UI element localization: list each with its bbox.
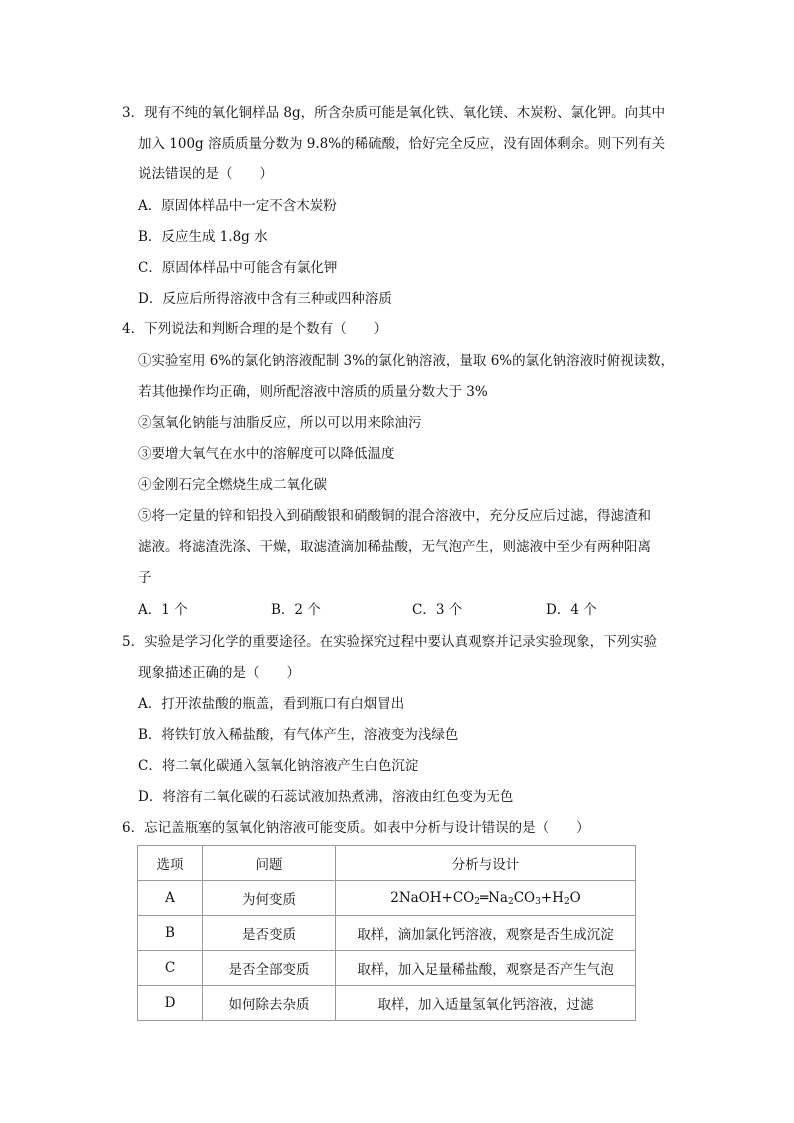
row-option: C xyxy=(138,951,203,986)
table-row xyxy=(138,951,636,986)
q5-stem-line-2: 现象描述正确的是（ ） xyxy=(138,665,300,681)
q4-options xyxy=(138,600,678,620)
eq-part: 2NaOH+CO xyxy=(390,890,475,906)
q4-item-5-line-2: 滤液。将滤渣洗涤、干燥，取滤渣滴加稀盐酸，无气泡产生，则滤液中至少有两种阳离 xyxy=(138,539,651,555)
q4-option-d: D．4 个 xyxy=(546,602,597,618)
q6-stem: 6．忘记盖瓶塞的氢氧化钠溶液可能变质。如表中分析与设计错误的是（ ） xyxy=(122,820,590,836)
q4-option-a: A．1 个 xyxy=(138,602,188,618)
q4-item-1-line-2: 若其他操作均正确，则所配溶液中溶质的质量分数大于 3% xyxy=(138,384,488,400)
q3-stem-line-1: 3．现有不纯的氧化铜样品 8g，所含杂质可能是氧化铁、氧化镁、木炭粉、氯化钾。向其中 xyxy=(122,105,666,121)
row-analysis: 取样，加入足量稀盐酸，观察是否产生气泡 xyxy=(336,951,636,986)
q4-option-c: C．3 个 xyxy=(412,602,463,618)
q4-option-b: B．2 个 xyxy=(271,602,321,618)
row-question: 为何变质 xyxy=(203,881,336,916)
eq-subscript: 2 xyxy=(507,897,514,907)
row-option: B xyxy=(138,916,203,951)
row-analysis: 取样，滴加氯化钙溶液，观察是否生成沉淀 xyxy=(336,916,636,951)
eq-subscript: 2 xyxy=(474,897,480,907)
q3-option-b: B．反应生成 1.8g 水 xyxy=(138,229,268,245)
header-question: 问题 xyxy=(203,846,336,881)
q4-item-3: ③要增大氧气在水中的溶解度可以降低温度 xyxy=(138,446,395,462)
q3-option-c: C．原固体样品中可能含有氯化钾 xyxy=(138,260,338,276)
q3-option-a: A．原固体样品中一定不含木炭粉 xyxy=(138,198,337,214)
table-header-row xyxy=(138,846,636,881)
row-equation xyxy=(336,881,636,916)
q4-item-1-line-1: ①实验室用 6%的氯化钠溶液配制 3%的氯化钠溶液，量取 6%的氯化钠溶液时俯视读数， xyxy=(138,353,675,369)
row-question: 是否变质 xyxy=(203,916,336,951)
q4-stem: 4．下列说法和判断合理的是个数有（ ） xyxy=(122,321,388,337)
q3-stem-line-3: 说法错误的是（ ） xyxy=(138,166,273,182)
q5-stem-line-1: 5．实验是学习化学的重要途径。在实验探究过程中要认真观察并记录实验现象，下列实验 xyxy=(122,634,658,650)
q3-stem-line-2: 加入 100g 溶质质量分数为 9.8%的稀硫酸，恰好完全反应，没有固体剩余。则下列有关 xyxy=(138,136,666,152)
eq-subscript: 2 xyxy=(563,897,570,907)
eq-part: +H xyxy=(540,890,564,906)
q5-option-d: D．将溶有二氧化碳的石蕊试液加热煮沸，溶液由红色变为无色 xyxy=(138,789,514,805)
q5-option-b: B．将铁钉放入稀盐酸，有气体产生，溶液变为浅绿色 xyxy=(138,727,459,743)
q4-item-5-line-3: 子 xyxy=(138,570,152,586)
row-option: D xyxy=(138,986,203,1021)
eq-part: CO xyxy=(513,890,536,906)
q4-item-5-line-1: ⑤将一定量的锌和铝投入到硝酸银和硝酸铜的混合溶液中，充分反应后过滤，得滤渣和 xyxy=(138,508,651,524)
q6-table xyxy=(137,845,636,1021)
row-analysis: 取样，加入适量氢氧化钙溶液，过滤 xyxy=(336,986,636,1021)
q5-option-c: C．将二氧化碳通入氢氧化钠溶液产生白色沉淀 xyxy=(138,758,419,774)
table-row xyxy=(138,916,636,951)
q3-option-d: D．反应后所得溶液中含有三种或四种溶质 xyxy=(138,291,392,307)
q5-option-a: A．打开浓盐酸的瓶盖，看到瓶口有白烟冒出 xyxy=(138,696,405,712)
header-option: 选项 xyxy=(138,846,203,881)
row-question: 如何除去杂质 xyxy=(203,986,336,1021)
table-row xyxy=(138,986,636,1021)
row-question: 是否全部变质 xyxy=(203,951,336,986)
table-row xyxy=(138,881,636,916)
row-option: A xyxy=(138,881,203,916)
header-analysis: 分析与设计 xyxy=(336,846,636,881)
eq-subscript: 3 xyxy=(535,897,541,907)
eq-part: ═Na xyxy=(479,890,508,906)
q4-item-2: ②氢氧化钠能与油脂反应，所以可以用来除油污 xyxy=(138,415,422,431)
q4-item-4: ④金刚石完全燃烧生成二氧化碳 xyxy=(138,477,327,493)
eq-part: O xyxy=(569,890,581,906)
